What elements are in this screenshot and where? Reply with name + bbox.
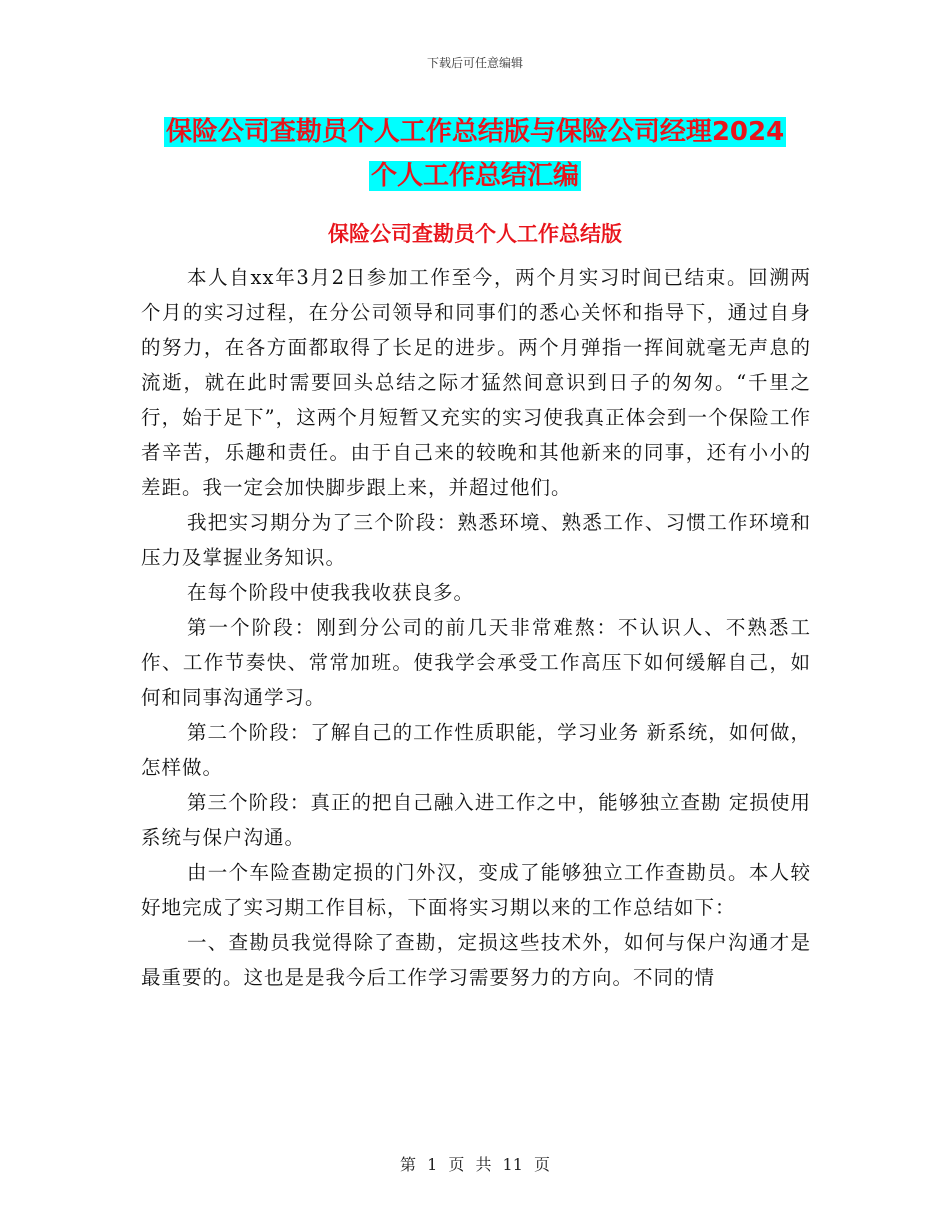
- document-title: [0, 110, 950, 198]
- paragraph: 一、查勘员我觉得除了查勘，定损这些技术外，如何与保户沟通才是最重要的。这也是是我今后工作学习需要努力的方向。不同的情: [141, 931, 811, 989]
- document-title-line-2: [0, 154, 950, 198]
- document-title-line-1: [0, 110, 950, 154]
- title-highlight-2: 个人工作总结汇编: [370, 161, 579, 191]
- section-title: 保险公司查勘员个人工作总结版: [328, 222, 622, 246]
- paragraph: 在每个阶段中使我我收获良多。: [187, 581, 475, 604]
- paragraph: 本人自xx年3月2日参加工作至今，两个月实习时间已结束。回溯两个月的实习过程，在分公司领导和同事们的悉心关怀和指导下，通过自身的努力，在各方面都取得了长足的进步。两个月弹指一挥间就毫无声息的流逝，就在此时需要回头总结之际才猛然间意识到日子的匆匆。“千里之行，始于足下”，这两个月短暂又充实的实习使我真正体会到一个保险工作者辛苦，乐趣和责任。由于自己来的较晚和其他新来的同事，还有小小的差距。我一定会加快脚步跟上来，并超过他们。: [141, 266, 811, 499]
- paragraph: 由一个车险查勘定损的门外汉，变成了能够独立工作查勘员。本人较好地完成了实习期工作目标，下面将实习期以来的工作总结如下：: [141, 861, 811, 919]
- paragraph: 第三个阶段：真正的把自己融入进工作之中，能够独立查勘 定损使用系统与保户沟通。: [141, 791, 811, 849]
- page-footer: 第 1 页 共 11 页: [400, 1155, 550, 1174]
- header-note: 下载后可任意编辑: [426, 56, 523, 70]
- paragraph: 我把实习期分为了三个阶段：熟悉环境、熟悉工作、习惯工作环境和压力及掌握业务知识。: [141, 511, 811, 569]
- paragraph: 第二个阶段：了解自己的工作性质职能，学习业务 新系统，如何做，怎样做。: [141, 721, 811, 779]
- title-highlight-1: 保险公司查勘员个人工作总结版与保险公司经理2024: [165, 117, 785, 147]
- paragraph: 第一个阶段：刚到分公司的前几天非常难熬：不认识人、不熟悉工作、工作节奏快、常常加班。使我学会承受工作高压下如何缓解自己，如何和同事沟通学习。: [141, 616, 811, 709]
- document-body: [141, 260, 811, 995]
